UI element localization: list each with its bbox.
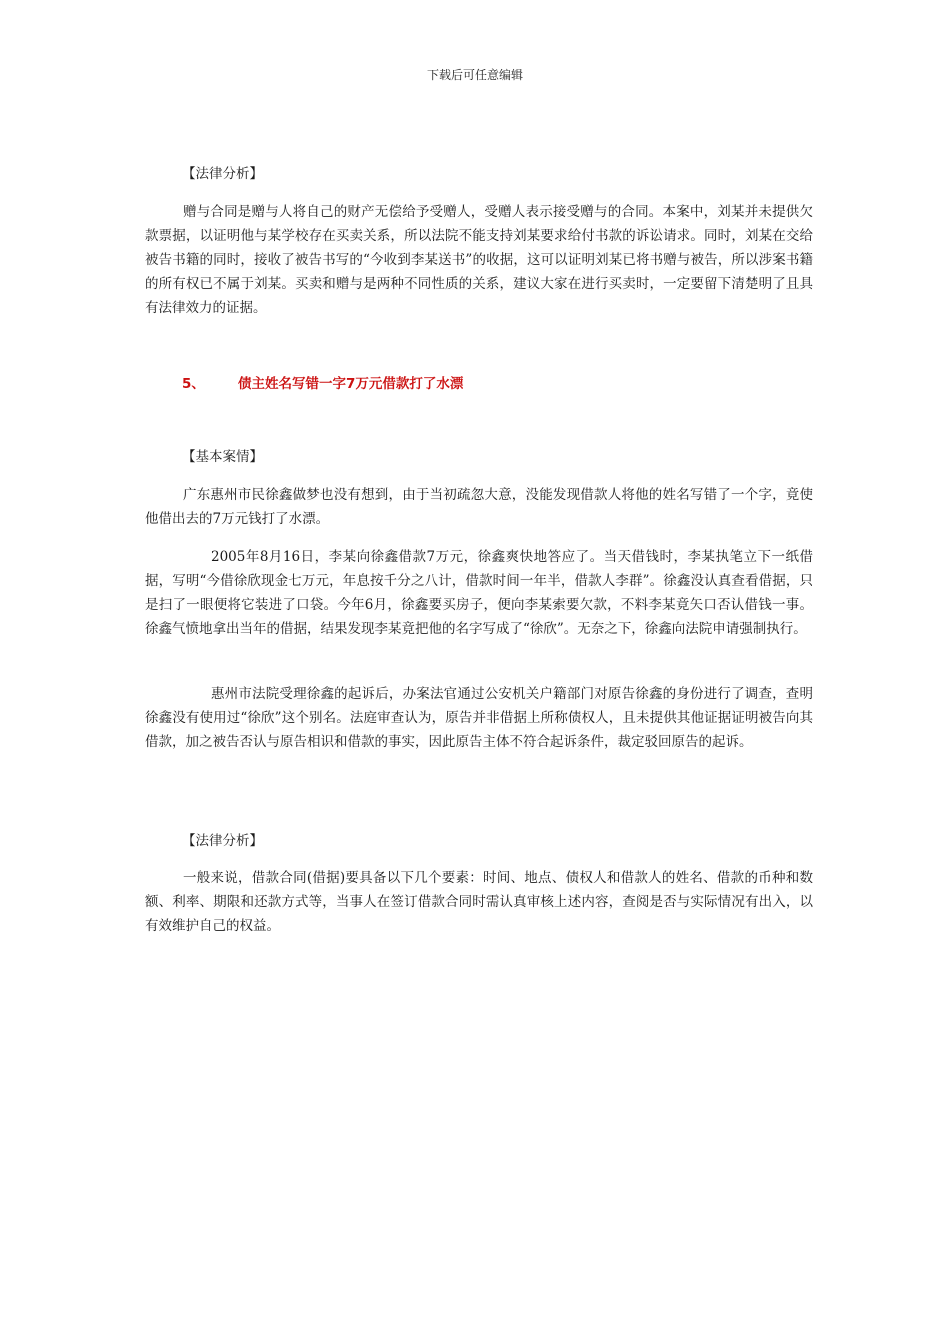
legal-analysis-paragraph-2: 一般来说，借款合同(借据)要具备以下几个要素：时间、地点、债权人和借款人的姓名、借款的币种和数额、利率、期限和还款方式等，当事人在签订借款合同时需认真审核上述内容，查阅是否与实际情况有出入，以有效维护自己的权益。 bbox=[145, 870, 813, 934]
case-paragraph-2-block bbox=[145, 545, 813, 641]
legal-analysis-label-1: 【法律分析】 bbox=[182, 166, 263, 182]
legal-analysis-label-2: 【法律分析】 bbox=[182, 833, 263, 849]
case-paragraph-2: 2005年8月16日，李某向徐鑫借款7万元，徐鑫爽快地答应了。当天借钱时，李某执笔立下一纸借据，写明“今借徐欣现金七万元，年息按千分之八计，借款时间一年半，借款人李群”。徐鑫没认真查看借据，只是扫了一眼便将它装进了口袋。今年6月，徐鑫要买房子，便向李某索要欠款，不料李某竟矢口否认借钱一事。徐鑫气愤地拿出当年的借据，结果发现李某竟把他的名字写成了“徐欣”。无奈之下，徐鑫向法院申请强制执行。 bbox=[145, 549, 813, 637]
legal-analysis-body-1 bbox=[145, 200, 813, 320]
section-number: 5、 bbox=[182, 376, 205, 392]
case-paragraph-3-block bbox=[145, 682, 813, 754]
legal-analysis-body-2 bbox=[145, 866, 813, 938]
page-header: 下载后可任意编辑 bbox=[426, 68, 523, 82]
section-5-title bbox=[182, 374, 463, 394]
section-title-text: 债主姓名写错一字7万元借款打了水漂 bbox=[238, 376, 464, 392]
case-paragraph-3: 惠州市法院受理徐鑫的起诉后，办案法官通过公安机关户籍部门对原告徐鑫的身份进行了调查，查明徐鑫没有使用过“徐欣”这个别名。法庭审查认为，原告并非借据上所称债权人，且未提供其他证据证明被告向其借款，加之被告否认与原告相识和借款的事实，因此原告主体不符合起诉条件，裁定驳回原告的起诉。 bbox=[145, 686, 813, 750]
basic-case-label: 【基本案情】 bbox=[182, 449, 263, 465]
case-paragraph-1: 广东惠州市民徐鑫做梦也没有想到，由于当初疏忽大意，没能发现借款人将他的姓名写错了一个字，竟使他借出去的7万元钱打了水漂。 bbox=[145, 487, 813, 527]
legal-analysis-paragraph-1: 赠与合同是赠与人将自己的财产无偿给予受赠人，受赠人表示接受赠与的合同。本案中，刘某并未提供欠款票据，以证明他与某学校存在买卖关系，所以法院不能支持刘某要求给付书款的诉讼请求。同时，刘某在交给被告书籍的同时，接收了被告书写的“今收到李某送书”的收据，这可以证明刘某已将书赠与被告，所以涉案书籍的所有权已不属于刘某。买卖和赠与是两种不同性质的关系，建议大家在进行买卖时，一定要留下清楚明了且具有法律效力的证据。 bbox=[145, 204, 813, 316]
case-paragraph-1-block bbox=[145, 483, 813, 531]
